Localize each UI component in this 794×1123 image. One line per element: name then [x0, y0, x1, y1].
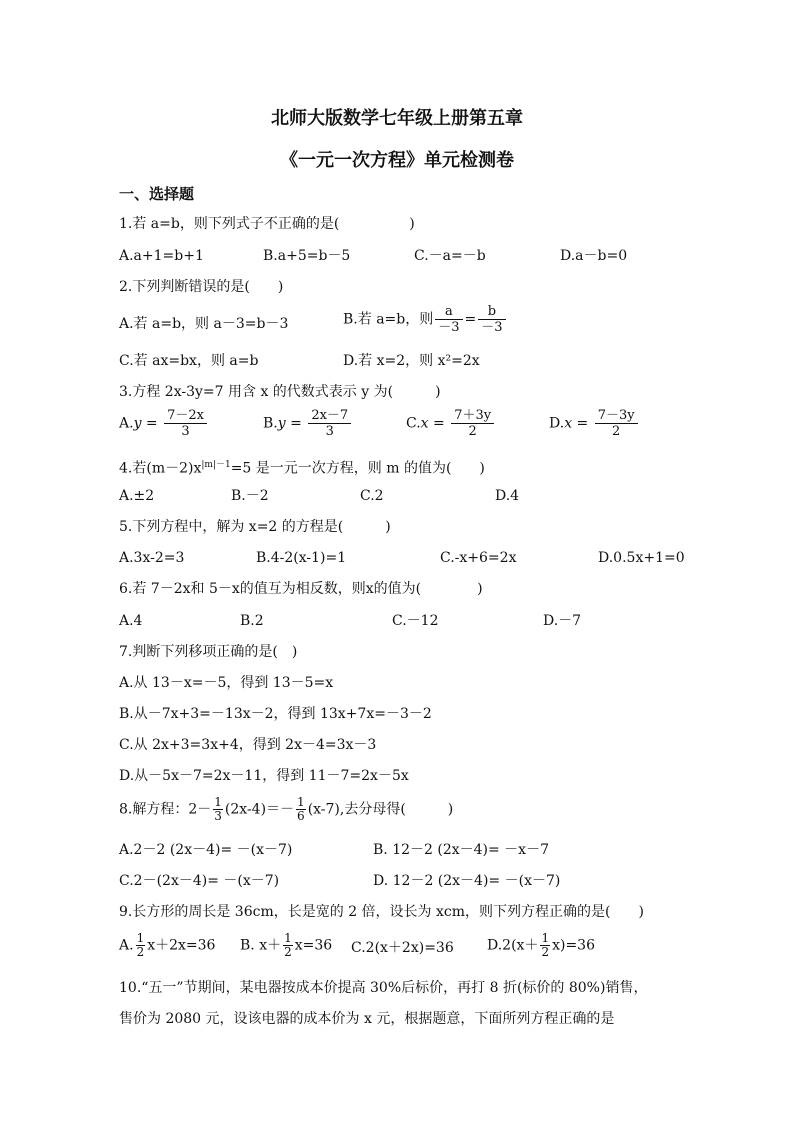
q3-d-den: 2	[612, 424, 621, 439]
q9-a-post: x＋2x=36	[147, 937, 216, 954]
q9-d-den: 2	[541, 945, 550, 959]
q3-c-num: 7＋3y	[451, 408, 494, 424]
q8-frac2-den: 6	[297, 809, 305, 823]
section-heading: 一、选择题	[119, 185, 195, 203]
q5-stem: 5.下列方程中，解为 x=2 的方程是( )	[119, 519, 391, 535]
q3-b-num: 2x－7	[308, 408, 351, 424]
q5-option-a: A.3x-2=3	[119, 550, 185, 566]
q2-frac2-den: －3	[481, 320, 503, 335]
q6-option-b: B.2	[240, 613, 264, 629]
q3-c-prefix: C.	[406, 415, 421, 432]
q3-option-b	[263, 408, 353, 439]
q4-stem-post: =5 是一元一次方程，则 m 的值为( )	[230, 460, 485, 477]
doc-title-line1: 北师大版数学七年级上册第五章	[271, 108, 523, 129]
doc-title-line2: 《一元一次方程》单元检测卷	[280, 150, 514, 171]
q9-b-post: x=36	[294, 937, 333, 954]
q8-stem	[119, 796, 453, 823]
q9-b-den: 2	[284, 945, 292, 959]
q9-option-d	[487, 932, 595, 959]
q4-stem	[119, 455, 485, 479]
q7-stem: 7.判断下列移项正确的是( )	[119, 644, 298, 660]
q3-a-eq: =	[141, 415, 163, 432]
q3-d-num: 7－3y	[595, 408, 638, 424]
q3-a-num: 7－2x	[164, 408, 207, 424]
q9-b-num: 1	[284, 931, 292, 945]
q3-option-c	[406, 408, 496, 439]
q3-d-prefix: D.	[549, 415, 565, 432]
q1-option-b: B.a+5=b－5	[263, 248, 351, 264]
q3-c-den: 2	[468, 424, 477, 439]
q6-option-d: D.－7	[543, 613, 582, 629]
q4-option-c: C.2	[360, 488, 384, 504]
q8-stem-pre: 8.解方程：	[119, 801, 189, 818]
q3-c-eq: =	[428, 415, 450, 432]
q6-stem: 6.若 7－2x和 5－x的值互为相反数，则x的值为( )	[119, 581, 483, 597]
q5-option-d: D.0.5x+1=0	[598, 550, 685, 566]
q3-a-var: y	[133, 415, 142, 432]
q4-stem-pre: 4.若(m－2)x	[119, 460, 202, 477]
q2-option-c: C.若 ax=bx，则 a=b	[119, 353, 259, 369]
q3-b-eq: =	[285, 415, 307, 432]
q2-frac1-num: a	[435, 304, 462, 320]
q2-frac1-den: －3	[438, 320, 460, 335]
q3-option-d	[549, 408, 640, 439]
q7-option-b: B.从－7x+3=－13x－2，得到 13x+7x=－3－2	[119, 706, 432, 722]
q4-option-b: B.－2	[231, 488, 269, 504]
q9-a-den: 2	[136, 945, 145, 959]
q3-option-a	[119, 408, 209, 439]
q8-frac2-num: 1	[297, 795, 305, 809]
q3-d-eq: =	[572, 415, 593, 432]
q1-option-d: D.a－b=0	[560, 248, 628, 264]
q5-option-c: C.-x+6=2x	[440, 550, 517, 566]
q8-frac1-den: 3	[214, 809, 222, 823]
q10-line1: 10.“五一”节期间，某电器按成本价提高 30%后标价，再打 8 折(标价的 80%)销售，	[119, 980, 648, 996]
q2-option-b	[343, 304, 508, 335]
q8-option-d: D. 12－2 (2x－4)= －(x－7)	[373, 873, 561, 889]
q2-stem: 2.下列判断错误的是( )	[119, 279, 284, 295]
q9-option-c: C.2(x＋2x)=36	[351, 940, 454, 956]
q1-stem: 1.若 a=b，则下列式子不正确的是( )	[119, 216, 415, 232]
q1-option-a: A.a+1=b+1	[119, 248, 204, 264]
q9-a-prefix: A.	[119, 937, 134, 954]
q3-b-prefix: B.	[263, 415, 278, 432]
q6-option-c: C.－12	[392, 613, 439, 629]
q5-option-b: B.4-2(x-1)=1	[256, 550, 347, 566]
q3-stem: 3.方程 2x-3y=7 用含 x 的代数式表示 y 为( )	[119, 384, 441, 400]
q3-b-var: y	[277, 415, 286, 432]
q9-b-prefix: B. x＋	[240, 937, 282, 954]
q4-option-a: A.±2	[119, 488, 155, 504]
q9-option-a	[119, 932, 215, 959]
q8-option-b: B. 12－2 (2x－4)= －x－7	[373, 842, 549, 858]
q1-option-c: C.－a=－b	[414, 248, 486, 264]
q8-option-a: A.2－2 (2x－4)= －(x－7)	[119, 842, 293, 858]
q7-option-a: A.从 13－x=－5，得到 13－5=x	[119, 675, 334, 691]
q7-option-d: D.从－5x－7=2x－11，得到 11－7=2x－5x	[119, 768, 409, 784]
q2-option-d: D.若 x=2，则 x²=2x	[343, 353, 480, 369]
q8-eq-part3: (x-7),去分母得( )	[307, 801, 454, 818]
q6-option-a: A.4	[119, 613, 143, 629]
q10-line2: 售价为 2080 元，设该电器的成本价为 x 元，根据题意，下面所列方程正确的是	[119, 1011, 615, 1027]
q4-exponent: |m|－1	[201, 460, 231, 470]
q8-eq-part1: 2－	[188, 801, 212, 818]
q9-d-post: x)=36	[552, 937, 595, 954]
q8-eq-part2: (2x-4)＝－	[224, 801, 295, 818]
q7-option-c: C.从 2x+3=3x+4，得到 2x－4=3x－3	[119, 737, 377, 753]
q2-equals: =	[464, 311, 477, 328]
q8-option-c: C.2－(2x－4)= －(x－7)	[119, 873, 280, 889]
q3-c-var: x	[420, 415, 429, 432]
q2-frac2-num: b	[478, 304, 505, 320]
q3-a-den: 3	[181, 424, 190, 439]
q3-a-prefix: A.	[119, 415, 134, 432]
q9-d-prefix: D.2(x＋	[487, 937, 539, 954]
q9-option-b	[240, 932, 332, 959]
q2-option-b-prefix: B.若 a=b，则	[343, 311, 434, 328]
q4-option-d: D.4	[495, 488, 520, 504]
q3-d-var: x	[564, 415, 573, 432]
q3-b-den: 3	[325, 424, 334, 439]
q9-a-num: 1	[136, 931, 145, 945]
q2-option-a: A.若 a=b，则 a－3=b－3	[119, 316, 289, 332]
q9-d-num: 1	[541, 931, 550, 945]
q8-frac1-num: 1	[214, 795, 222, 809]
q9-stem: 9.长方形的周长是 36cm，长是宽的 2 倍，设长为 xcm，则下列方程正确的是( )	[119, 904, 644, 920]
